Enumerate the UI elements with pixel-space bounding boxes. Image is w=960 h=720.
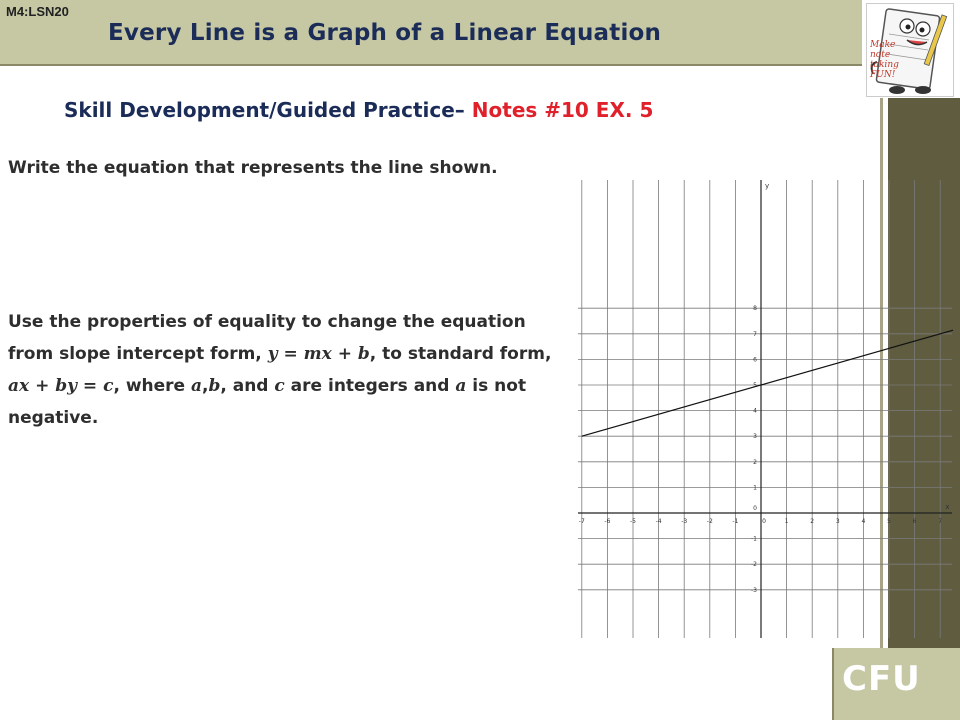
x-tick-label: -5 bbox=[630, 518, 636, 525]
section-subtitle: Skill Development/Guided Practice– Notes #10 EX. 5 bbox=[64, 98, 654, 122]
math-standard-form: ax + by = c bbox=[8, 376, 114, 396]
x-tick-label: -6 bbox=[604, 518, 611, 525]
x-tick-label: -4 bbox=[655, 518, 662, 525]
lesson-code: M4:LSN20 bbox=[6, 4, 69, 19]
y-tick-label: 6 bbox=[753, 356, 757, 364]
page-title: Every Line is a Graph of a Linear Equation bbox=[108, 20, 662, 46]
y-tick-label: -1 bbox=[751, 535, 757, 543]
y-axis-label: y bbox=[765, 182, 770, 190]
y-tick-label: 2 bbox=[753, 458, 757, 466]
y-tick-label: 8 bbox=[753, 305, 757, 313]
cfu-label: CFU bbox=[842, 659, 921, 699]
logo-caption: Make note taking FUN! bbox=[870, 40, 899, 80]
x-tick-label: -7 bbox=[578, 518, 585, 525]
x-tick-label: -1 bbox=[732, 518, 739, 525]
x-tick-label: 6 bbox=[912, 518, 917, 525]
y-tick-label: 4 bbox=[753, 407, 757, 415]
x-tick-label: -2 bbox=[706, 518, 713, 525]
x-axis-label: x bbox=[945, 503, 950, 511]
graph-canvas bbox=[572, 176, 956, 642]
y-tick-label: 1 bbox=[753, 484, 757, 492]
coordinate-graph bbox=[572, 176, 956, 647]
x-tick-label: 5 bbox=[887, 518, 891, 525]
instruction-paragraph: Use the properties of equality to change the equation from slope intercept form, y = mx + b, to standard form, ax + by = c, where a,b, and c are integers and a is not negative. bbox=[8, 312, 552, 428]
x-tick-label: 3 bbox=[835, 518, 840, 525]
y-tick-label: -2 bbox=[751, 561, 757, 569]
question-prompt: Write the equation that represents the line shown. bbox=[8, 158, 498, 178]
x-tick-label: 1 bbox=[784, 518, 789, 525]
origin-label: 0 bbox=[753, 505, 757, 512]
x-tick-label: 4 bbox=[861, 518, 866, 525]
x-tick-label: -3 bbox=[681, 518, 688, 525]
x-tick-label: 0 bbox=[762, 518, 766, 525]
x-tick-label: 7 bbox=[938, 518, 943, 525]
notes-reference: Notes #10 EX. 5 bbox=[464, 98, 654, 122]
plotted-line bbox=[582, 330, 953, 436]
y-tick-label: 5 bbox=[753, 382, 757, 389]
y-tick-label: -3 bbox=[751, 586, 757, 594]
y-tick-label: 7 bbox=[753, 330, 757, 338]
math-slope-intercept: y = mx + b bbox=[267, 344, 370, 364]
y-tick-label: 3 bbox=[753, 433, 757, 441]
x-tick-label: 2 bbox=[810, 518, 815, 525]
